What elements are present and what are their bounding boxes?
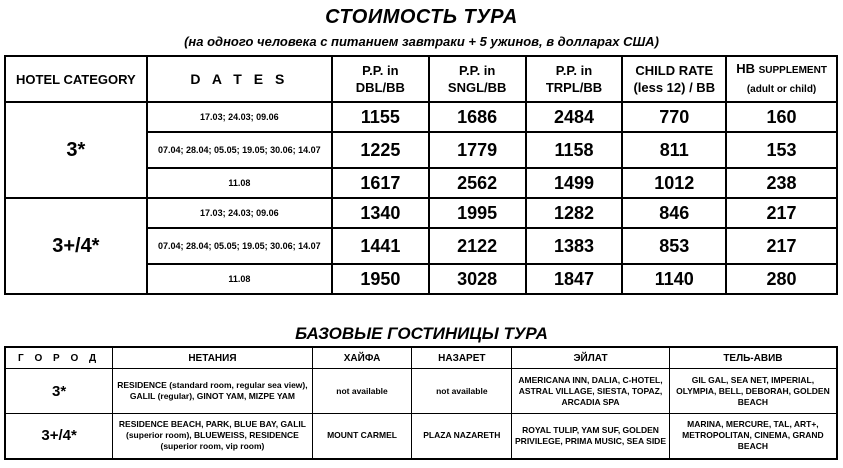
price-table [4, 55, 838, 295]
nazareth-hotels-cell: not available [412, 369, 512, 414]
price-dbl-cell: 1617 [332, 168, 429, 198]
eilat-hotels-cell: AMERICANA INN, DALIA, C-HOTEL, ASTRAL VILLAGE, SIESTA, TOPAZ, ARCADIA SPA [512, 369, 670, 414]
netanya-hotels-cell: RESIDENCE (standard room, regular sea view), GALIL (regular), GINOT YAM, MIZPE YAM [113, 369, 312, 414]
eilat-hotels-cell: ROYAL TULIP, YAM SUF, GOLDEN PRIVILEGE, PRIMA MUSIC, SEA SIDE [512, 414, 670, 459]
price-child-cell: 1140 [622, 264, 726, 294]
hotels-row [5, 369, 837, 414]
price-dbl-cell: 1340 [332, 198, 429, 228]
price-dbl-cell: 1441 [332, 228, 429, 264]
dates-cell: 17.03; 24.03; 09.06 [147, 198, 332, 228]
dates-cell: 07.04; 28.04; 05.05; 19.05; 30.06; 14.07 [147, 228, 332, 264]
price-child-cell: 770 [622, 102, 726, 132]
page-title: СТОИМОСТЬ ТУРА [325, 6, 518, 28]
price-hb-cell: 160 [726, 102, 837, 132]
haifa-hotels-cell: MOUNT CARMEL [312, 414, 412, 459]
price-hb-cell: 217 [726, 228, 837, 264]
hotels-header-row [5, 347, 837, 369]
price-hb-cell: 280 [726, 264, 837, 294]
header-city: Г О Р О Д [5, 347, 113, 369]
nazareth-hotels-cell: PLAZA NAZARETH [412, 414, 512, 459]
price-hb-cell: 238 [726, 168, 837, 198]
dates-cell: 17.03; 24.03; 09.06 [147, 102, 332, 132]
header-trpl: P.P. in TRPL/BB [526, 56, 623, 102]
hotel-category-cell: 3+/4* [5, 198, 147, 294]
header-dbl: P.P. in DBL/BB [332, 56, 429, 102]
price-sngl-cell: 1779 [429, 132, 526, 168]
header-child-rate: CHILD RATE (less 12) / BB [622, 56, 726, 102]
page-subtitle: (на одного человека с питанием завтраки + 5 ужинов, в долларах США) [184, 34, 659, 49]
tel-aviv-hotels-cell: MARINA, MERCURE, TAL, ART+, METROPOLITAN, CINEMA, GRAND BEACH [669, 414, 837, 459]
hotel-category-cell: 3* [5, 102, 147, 198]
price-trpl-cell: 2484 [526, 102, 623, 132]
price-trpl-cell: 1158 [526, 132, 623, 168]
header-tel-aviv: ТЕЛЬ-АВИВ [669, 347, 837, 369]
price-sngl-cell: 2122 [429, 228, 526, 264]
tel-aviv-hotels-cell: GIL GAL, SEA NET, IMPERIAL, OLYMPIA, BELL, DEBORAH, GOLDEN BEACH [669, 369, 837, 414]
price-trpl-cell: 1499 [526, 168, 623, 198]
price-trpl-cell: 1383 [526, 228, 623, 264]
price-child-cell: 811 [622, 132, 726, 168]
header-hb-supplement: HB SUPPLEMENT (adult or child) [726, 56, 837, 102]
hotels-row [5, 414, 837, 459]
price-header-row [5, 56, 837, 102]
price-child-cell: 1012 [622, 168, 726, 198]
price-trpl-cell: 1847 [526, 264, 623, 294]
header-hotel-category: HOTEL CATEGORY [5, 56, 147, 102]
price-row [5, 198, 837, 228]
hotel-category-cell: 3* [5, 369, 113, 414]
dates-cell: 11.08 [147, 168, 332, 198]
price-dbl-cell: 1950 [332, 264, 429, 294]
price-sngl-cell: 2562 [429, 168, 526, 198]
price-sngl-cell: 1686 [429, 102, 526, 132]
price-dbl-cell: 1155 [332, 102, 429, 132]
price-sngl-cell: 1995 [429, 198, 526, 228]
header-sngl: P.P. in SNGL/BB [429, 56, 526, 102]
header-dates: D A T E S [147, 56, 332, 102]
price-hb-cell: 153 [726, 132, 837, 168]
price-row [5, 102, 837, 132]
price-hb-cell: 217 [726, 198, 837, 228]
price-trpl-cell: 1282 [526, 198, 623, 228]
haifa-hotels-cell: not available [312, 369, 412, 414]
hotel-category-cell: 3+/4* [5, 414, 113, 459]
dates-cell: 11.08 [147, 264, 332, 294]
header-nazareth: НАЗАРЕТ [412, 347, 512, 369]
header-netanya: НЕТАНИЯ [113, 347, 312, 369]
netanya-hotels-cell: RESIDENCE BEACH, PARK, BLUE BAY, GALIL (superior room), BLUEWEISS, RESIDENCE (superior room, vip room) [113, 414, 312, 459]
dates-cell: 07.04; 28.04; 05.05; 19.05; 30.06; 14.07 [147, 132, 332, 168]
price-child-cell: 846 [622, 198, 726, 228]
price-child-cell: 853 [622, 228, 726, 264]
hotels-section-title: БАЗОВЫЕ ГОСТИНИЦЫ ТУРА [295, 324, 548, 343]
price-dbl-cell: 1225 [332, 132, 429, 168]
price-sngl-cell: 3028 [429, 264, 526, 294]
hotels-table [4, 346, 838, 460]
header-haifa: ХАЙФА [312, 347, 412, 369]
header-eilat: ЭЙЛАТ [512, 347, 670, 369]
